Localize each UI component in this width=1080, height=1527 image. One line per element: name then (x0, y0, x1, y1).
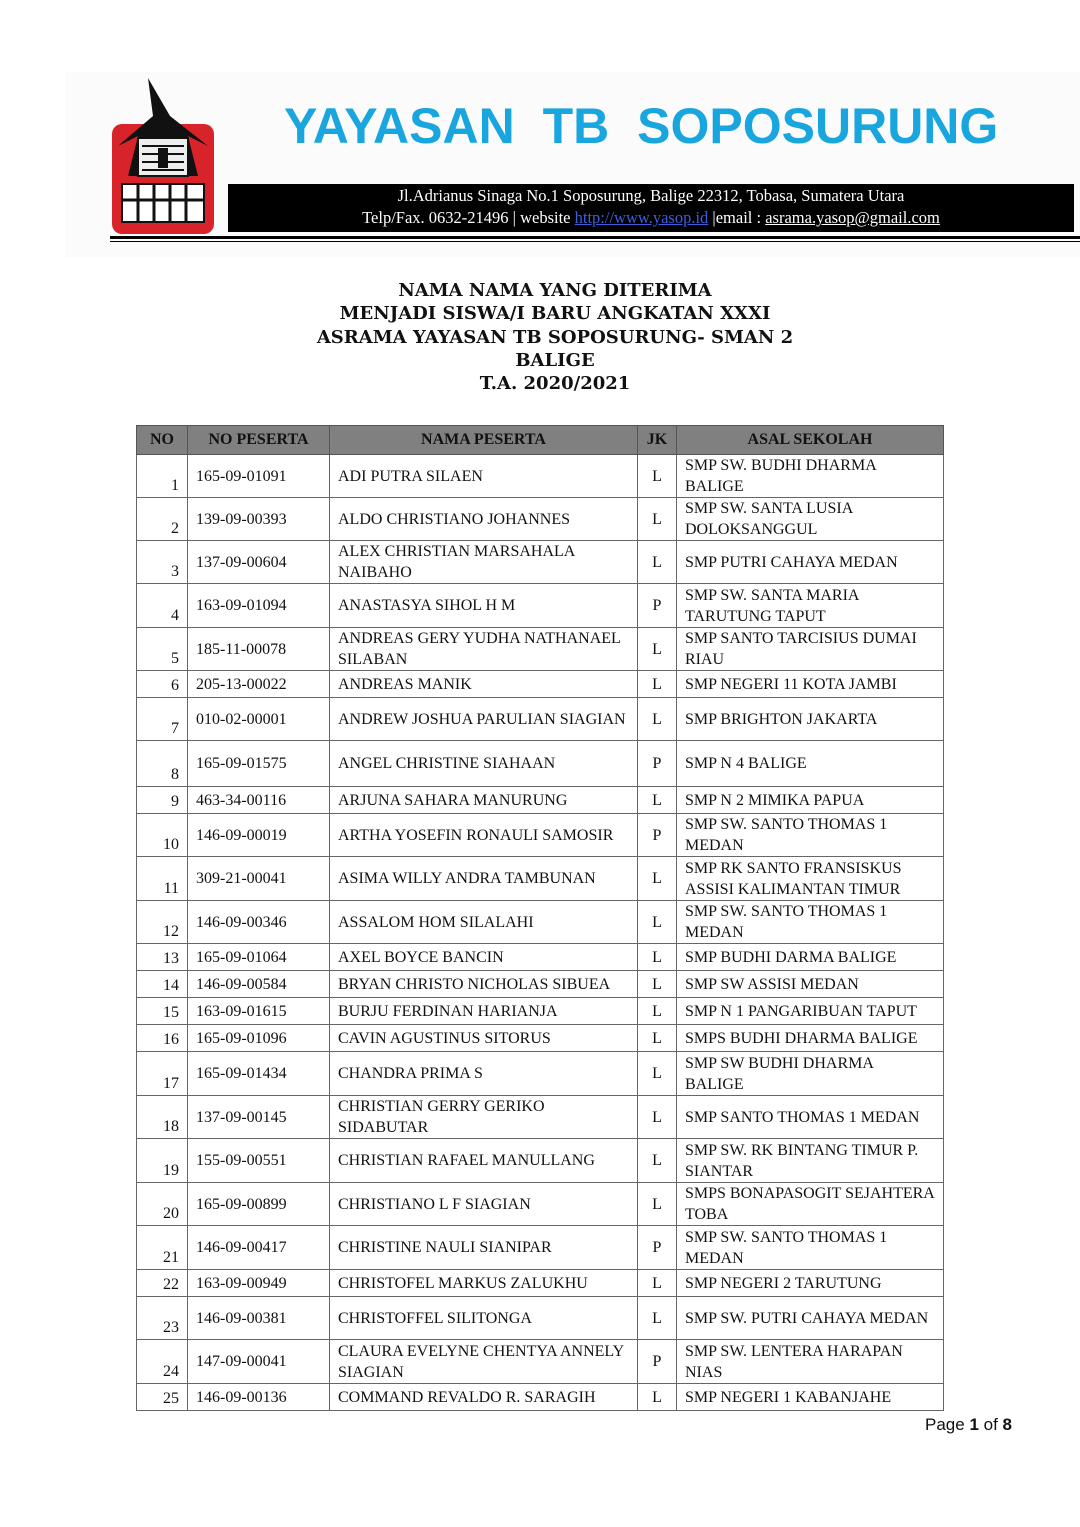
address: Jl.Adrianus Sinaga No.1 Soposurung, Balige 22312, Tobasa, Sumatera Utara (397, 186, 905, 205)
participant-number: 137-09-00145 (188, 1096, 330, 1139)
participant-number: 165-09-01091 (188, 455, 330, 498)
current-page: 1 (969, 1415, 979, 1434)
gender: L (638, 455, 677, 498)
participant-number: 146-09-00136 (188, 1384, 330, 1411)
origin-school: SMP BUDHI DARMA BALIGE (677, 944, 944, 971)
academic-year: T.A. 2020/2021 (479, 373, 631, 395)
origin-school: SMP RK SANTO FRANSISKUS ASSISI KALIMANTAN TIMUR (677, 857, 944, 901)
participant-number: 163-09-01615 (188, 998, 330, 1025)
participant-number: 463-34-00116 (188, 787, 330, 814)
contact-line (228, 207, 1074, 229)
participant-number: 165-09-00899 (188, 1183, 330, 1226)
participant-name: AXEL BOYCE BANCIN (330, 944, 638, 971)
row-number: 25 (137, 1384, 188, 1411)
gender: P (638, 741, 677, 787)
participant-name: CLAURA EVELYNE CHENTYA ANNELY SIAGIAN (330, 1340, 638, 1384)
row-number: 4 (137, 584, 188, 628)
origin-school: SMP N 1 PANGARIBUAN TAPUT (677, 998, 944, 1025)
participant-number: 165-09-01064 (188, 944, 330, 971)
header-rule (110, 236, 1080, 239)
accepted-students-table (136, 425, 944, 1411)
gender: P (638, 584, 677, 628)
table-row (137, 787, 944, 814)
table-row (137, 741, 944, 787)
gender: L (638, 1384, 677, 1411)
total-pages: 8 (1002, 1415, 1012, 1434)
gender: L (638, 698, 677, 741)
col-header-gender: JK (638, 426, 677, 455)
participant-number: 147-09-00041 (188, 1340, 330, 1384)
col-header-school: ASAL SEKOLAH (677, 426, 944, 455)
origin-school: SMP NEGERI 1 KABANJAHE (677, 1384, 944, 1411)
participant-name: BURJU FERDINAN HARIANJA (330, 998, 638, 1025)
gender: L (638, 541, 677, 584)
origin-school: SMPS BONAPASOGIT SEJAHTERA TOBA (677, 1183, 944, 1226)
gender: L (638, 1270, 677, 1297)
table-row (137, 1183, 944, 1226)
row-number: 19 (137, 1139, 188, 1183)
title-line: NAMA NAMA YANG DITERIMA (398, 280, 712, 301)
batak-house-logo (108, 76, 218, 236)
origin-school: SMP SW ASSISI MEDAN (677, 971, 944, 998)
table-row (137, 541, 944, 584)
row-number: 8 (137, 741, 188, 787)
origin-school: SMP SW. LENTERA HARAPAN NIAS (677, 1340, 944, 1384)
origin-school: SMP NEGERI 11 KOTA JAMBI (677, 671, 944, 698)
participant-number: 146-09-00417 (188, 1226, 330, 1270)
participant-number: 163-09-00949 (188, 1270, 330, 1297)
page-of: of (978, 1415, 1003, 1434)
participant-name: CHRISTINE NAULI SIANIPAR (330, 1226, 638, 1270)
participant-name: ARJUNA SAHARA MANURUNG (330, 787, 638, 814)
origin-school: SMP N 4 BALIGE (677, 741, 944, 787)
gender: L (638, 971, 677, 998)
origin-school: SMP SW BUDHI DHARMA BALIGE (677, 1052, 944, 1096)
participant-number: 155-09-00551 (188, 1139, 330, 1183)
gender: L (638, 498, 677, 541)
gender: L (638, 1096, 677, 1139)
participant-name: CHRISTIAN RAFAEL MANULLANG (330, 1139, 638, 1183)
participant-name: ANDREW JOSHUA PARULIAN SIAGIAN (330, 698, 638, 741)
participant-name: COMMAND REVALDO R. SARAGIH (330, 1384, 638, 1411)
row-number: 21 (137, 1226, 188, 1270)
participant-number: 137-09-00604 (188, 541, 330, 584)
title-line: ASRAMA YAYASAN TB SOPOSURUNG- SMAN 2 (316, 326, 794, 348)
page-label: Page (925, 1415, 970, 1434)
row-number: 3 (137, 541, 188, 584)
gender: L (638, 628, 677, 671)
participant-name: ALDO CHRISTIANO JOHANNES (330, 498, 638, 541)
gender: L (638, 1297, 677, 1340)
table-row (137, 628, 944, 671)
participant-number: 205-13-00022 (188, 671, 330, 698)
origin-school: SMP BRIGHTON JAKARTA (677, 698, 944, 741)
gender: L (638, 1052, 677, 1096)
page-number (925, 1415, 1012, 1435)
row-number: 6 (137, 671, 188, 698)
row-number: 7 (137, 698, 188, 741)
row-number: 15 (137, 998, 188, 1025)
origin-school: SMP SW. SANTO THOMAS 1 MEDAN (677, 1226, 944, 1270)
participant-name: CHRISTIAN GERRY GERIKO SIDABUTAR (330, 1096, 638, 1139)
table-row (137, 1297, 944, 1340)
participant-number: 165-09-01434 (188, 1052, 330, 1096)
participant-name: ARTHA YOSEFIN RONAULI SAMOSIR (330, 814, 638, 857)
participant-name: ALEX CHRISTIAN MARSAHALA NAIBAHO (330, 541, 638, 584)
origin-school: SMP N 2 MIMIKA PAPUA (677, 787, 944, 814)
origin-school: SMPS BUDHI DHARMA BALIGE (677, 1025, 944, 1052)
participant-number: 146-09-00019 (188, 814, 330, 857)
origin-school: SMP SANTO TARCISIUS DUMAI RIAU (677, 628, 944, 671)
row-number: 9 (137, 787, 188, 814)
participant-number: 146-09-00381 (188, 1297, 330, 1340)
participant-name: CHRISTIANO L F SIAGIAN (330, 1183, 638, 1226)
email-label: |email : (708, 208, 766, 227)
origin-school: SMP NEGERI 2 TARUTUNG (677, 1270, 944, 1297)
participant-number: 010-02-00001 (188, 698, 330, 741)
participant-number: 165-09-01096 (188, 1025, 330, 1052)
table-row (137, 1384, 944, 1411)
origin-school: SMP SW. BUDHI DHARMA BALIGE (677, 455, 944, 498)
row-number: 16 (137, 1025, 188, 1052)
table-row (137, 901, 944, 944)
table-row (137, 498, 944, 541)
address-bar (228, 184, 1074, 232)
table-row (137, 857, 944, 901)
email-link[interactable]: asrama.yasop@gmail.com (765, 208, 940, 227)
document-title (260, 279, 850, 395)
table-row (137, 1270, 944, 1297)
row-number: 5 (137, 628, 188, 671)
row-number: 14 (137, 971, 188, 998)
row-number: 10 (137, 814, 188, 857)
gender: L (638, 1139, 677, 1183)
participant-number: 185-11-00078 (188, 628, 330, 671)
gender: L (638, 1025, 677, 1052)
gender: L (638, 671, 677, 698)
table-row (137, 1139, 944, 1183)
origin-school: SMP SW. PUTRI CAHAYA MEDAN (677, 1297, 944, 1340)
gender: P (638, 1226, 677, 1270)
row-number: 13 (137, 944, 188, 971)
table-row (137, 584, 944, 628)
row-number: 20 (137, 1183, 188, 1226)
origin-school: SMP SW. SANTA MARIA TARUTUNG TAPUT (677, 584, 944, 628)
participant-name: ANASTASYA SIHOL H M (330, 584, 638, 628)
col-header-name: NAMA PESERTA (330, 426, 638, 455)
table-row (137, 1025, 944, 1052)
participant-number: 146-09-00346 (188, 901, 330, 944)
gender: L (638, 944, 677, 971)
origin-school: SMP SW. SANTO THOMAS 1 MEDAN (677, 901, 944, 944)
website-link[interactable]: http://www.yasop.id (574, 208, 709, 227)
row-number: 22 (137, 1270, 188, 1297)
gender: L (638, 998, 677, 1025)
participant-name: ASSALOM HOM SILALAHI (330, 901, 638, 944)
table-row (137, 698, 944, 741)
row-number: 1 (137, 455, 188, 498)
table-row (137, 1052, 944, 1096)
participant-number: 139-09-00393 (188, 498, 330, 541)
gender: L (638, 1183, 677, 1226)
table-row (137, 971, 944, 998)
title-line: MENJADI SISWA/I BARU ANGKATAN XXXI (339, 303, 771, 325)
gender: P (638, 1340, 677, 1384)
col-header-participant-number: NO PESERTA (188, 426, 330, 455)
gender: L (638, 787, 677, 814)
gender: P (638, 814, 677, 857)
participant-number: 165-09-01575 (188, 741, 330, 787)
table-header-row (137, 426, 944, 455)
participant-name: CAVIN AGUSTINUS SITORUS (330, 1025, 638, 1052)
participant-name: CHRISTOFFEL SILITONGA (330, 1297, 638, 1340)
table-row (137, 455, 944, 498)
origin-school: SMP SANTO THOMAS 1 MEDAN (677, 1096, 944, 1139)
row-number: 24 (137, 1340, 188, 1384)
participant-name: ANDREAS GERY YUDHA NATHANAEL SILABAN (330, 628, 638, 671)
participant-number: 309-21-00041 (188, 857, 330, 901)
gender: L (638, 857, 677, 901)
participant-number: 146-09-00584 (188, 971, 330, 998)
participant-name: BRYAN CHRISTO NICHOLAS SIBUEA (330, 971, 638, 998)
table-row (137, 814, 944, 857)
origin-school: SMP SW. SANTO THOMAS 1 MEDAN (677, 814, 944, 857)
header-rule-thin (110, 241, 1080, 242)
origin-school: SMP PUTRI CAHAYA MEDAN (677, 541, 944, 584)
row-number: 11 (137, 857, 188, 901)
row-number: 2 (137, 498, 188, 541)
participant-name: CHRISTOFEL MARKUS ZALUKHU (330, 1270, 638, 1297)
origin-school: SMP SW. SANTA LUSIA DOLOKSANGGUL (677, 498, 944, 541)
gender: L (638, 901, 677, 944)
row-number: 17 (137, 1052, 188, 1096)
row-number: 12 (137, 901, 188, 944)
row-number: 23 (137, 1297, 188, 1340)
organization-name: YAYASAN TB SOPOSURUNG (284, 98, 999, 154)
table-row (137, 998, 944, 1025)
table-row (137, 1226, 944, 1270)
table-row (137, 1096, 944, 1139)
participant-number: 163-09-01094 (188, 584, 330, 628)
phone: Telp/Fax. 0632-21496 | website (362, 208, 575, 227)
table-row (137, 671, 944, 698)
participant-name: ANDREAS MANIK (330, 671, 638, 698)
title-line: BALIGE (515, 349, 595, 371)
table-row (137, 1340, 944, 1384)
row-number: 18 (137, 1096, 188, 1139)
origin-school: SMP SW. RK BINTANG TIMUR P. SIANTAR (677, 1139, 944, 1183)
participant-name: ASIMA WILLY ANDRA TAMBUNAN (330, 857, 638, 901)
participant-name: ANGEL CHRISTINE SIAHAAN (330, 741, 638, 787)
participant-name: ADI PUTRA SILAEN (330, 455, 638, 498)
table-row (137, 944, 944, 971)
participant-name: CHANDRA PRIMA S (330, 1052, 638, 1096)
col-header-no: NO (137, 426, 188, 455)
